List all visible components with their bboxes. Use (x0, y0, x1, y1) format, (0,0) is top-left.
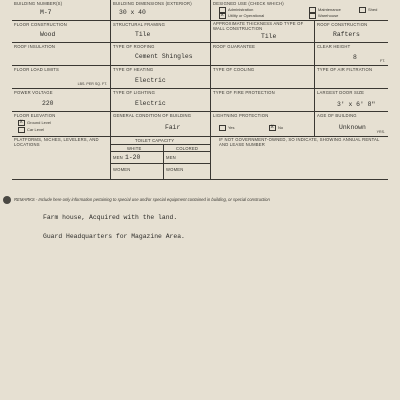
roof-construction-label: ROOF CONSTRUCTION (317, 22, 368, 27)
roof-insulation-label: ROOF INSULATION (14, 44, 56, 49)
building-dimensions-cell (110, 0, 210, 20)
general-condition-value: Fair (165, 124, 181, 131)
checkbox-icon (18, 127, 25, 133)
roof-construction-value: Rafters (333, 31, 360, 38)
lightning-no-option[interactable]: X No (269, 125, 283, 131)
structural-framing-label: STRUCTURAL FRAMING (113, 22, 166, 27)
structural-framing-cell (110, 21, 210, 42)
lightning-protection-cell (210, 112, 314, 136)
clear-height-label: CLEAR HEIGHT (317, 44, 351, 49)
fire-protection-label: TYPE OF FIRE PROTECTION (213, 90, 275, 95)
floor-construction-value: Wood (40, 31, 56, 38)
clear-height-cell (314, 43, 388, 65)
floor-construction-label: FLOOR CONSTRUCTION (14, 22, 67, 27)
general-condition-label: GENERAL CONDITION OF BUILDING (113, 113, 192, 118)
roof-construction-cell (314, 21, 388, 42)
type-of-heating-cell (110, 66, 210, 88)
building-dimensions-value: 30 x 40 (119, 9, 146, 16)
toilet-white-men-value: 1-20 (125, 154, 141, 161)
type-of-roofing-label: TYPE OF ROOFING (113, 44, 155, 49)
air-filtration-cell (314, 66, 388, 88)
designed-use-cell (210, 0, 388, 20)
type-of-roofing-cell (110, 43, 210, 65)
building-record-form (12, 0, 388, 180)
largest-door-size-cell (314, 89, 388, 111)
power-voltage-label: POWER VOLTAGE (14, 90, 53, 95)
ground-level-option[interactable]: XGround Level (18, 120, 51, 126)
platforms-cell (12, 137, 110, 179)
age-of-building-cell (314, 112, 388, 136)
largest-door-size-label: LARGEST DOOR SIZE (317, 90, 365, 95)
building-number-value: M-7 (40, 9, 52, 16)
use-maintenance-option[interactable]: Maintenance (309, 7, 341, 13)
form-row-7 (12, 137, 388, 180)
age-of-building-label: AGE OF BUILDING (317, 113, 357, 118)
form-row-6 (12, 112, 388, 137)
rental-note-cell (210, 137, 388, 179)
rental-note-label: IF NOT GOVERNMENT-OWNED, SO INDICATE, SHOWING ANNUAL RENTAL AND LEASE NUMBER (219, 137, 380, 147)
checkbox-icon (359, 7, 366, 13)
checked-checkbox-icon (18, 120, 25, 126)
remark-line-2: Guard Headquarters for Magazine Area. (43, 233, 185, 240)
use-administration-option[interactable]: Administration (219, 7, 253, 13)
platforms-label: PLATFORMS, NICHES, LEVELERS, AND LOCATIONS (14, 137, 99, 147)
floor-construction-cell (12, 21, 110, 42)
floor-load-limits-label: FLOOR LOAD LIMITS (14, 67, 60, 72)
floor-load-limits-unit: LBS. PER SQ. FT. (77, 82, 107, 86)
roof-guarantee-label: ROOF GUARANTEE (213, 44, 256, 49)
toilet-capacity-label: TOILET CAPACITY (135, 138, 175, 143)
toilet-white-women-cell: WOMEN (111, 163, 163, 179)
wall-construction-value: Tile (261, 33, 277, 40)
building-number-cell (12, 0, 110, 20)
toilet-capacity-cell (110, 137, 210, 179)
roof-guarantee-cell (210, 43, 314, 65)
roof-insulation-cell (12, 43, 110, 65)
type-of-heating-value: Electric (135, 77, 166, 84)
floor-load-limits-cell (12, 66, 110, 88)
type-of-lighting-label: TYPE OF LIGHTING (113, 90, 156, 95)
form-row-1 (12, 0, 388, 21)
remarks-label: REMARKS - Include here only information pertaining to special use and/or special equipment contained in building, or special construction (14, 197, 270, 202)
power-voltage-cell (12, 89, 110, 111)
use-shed-option[interactable]: Shed (359, 7, 377, 13)
fire-protection-cell (210, 89, 314, 111)
designed-use-label: DESIGNED USE (CHECK WHICH) (213, 1, 284, 6)
lightning-yes-option[interactable]: Yes (219, 125, 235, 131)
type-of-cooling-cell (210, 66, 314, 88)
age-of-building-unit: YRS. (376, 130, 385, 134)
type-of-cooling-label: TYPE OF COOLING (213, 67, 255, 72)
car-level-option[interactable]: Car Level (18, 127, 44, 133)
type-of-lighting-value: Electric (135, 100, 166, 107)
checked-checkbox-icon (269, 125, 276, 131)
floor-elevation-cell (12, 112, 110, 136)
toilet-white-men-cell: MEN 1-20 (111, 151, 163, 163)
largest-door-size-value: 3' x 6' 8" (337, 101, 376, 108)
clear-height-value: 8 (353, 54, 357, 61)
toilet-white-header: WHITE (111, 144, 163, 151)
age-of-building-value: Unknown (339, 124, 366, 131)
form-row-3 (12, 43, 388, 66)
power-voltage-value: 220 (42, 100, 54, 107)
toilet-colored-women-cell: WOMEN (163, 163, 211, 179)
checkbox-icon (309, 7, 316, 13)
wall-construction-cell (210, 21, 314, 42)
wall-construction-label: APPROXIMATE THICKNESS AND TYPE OF WALL CONSTRUCTION (213, 21, 304, 31)
floor-elevation-label: FLOOR ELEVATION (14, 113, 56, 118)
form-row-4 (12, 66, 388, 89)
checkbox-icon (309, 13, 316, 19)
toilet-colored-men-cell: MEN (163, 151, 211, 163)
building-number-label: BUILDING NUMBER(S) (14, 1, 63, 6)
clear-height-unit: FT. (380, 59, 385, 63)
checked-checkbox-icon (219, 13, 226, 19)
lightning-protection-label: LIGHTNING PROTECTION (213, 113, 269, 118)
use-warehouse-option[interactable]: Warehouse (309, 13, 338, 19)
binder-hole-icon (3, 196, 11, 204)
general-condition-cell (110, 112, 210, 136)
type-of-heating-label: TYPE OF HEATING (113, 67, 154, 72)
structural-framing-value: Tile (135, 31, 151, 38)
building-dimensions-label: BUILDING DIMENSIONS (EXTERIOR) (113, 1, 192, 6)
form-row-2 (12, 21, 388, 43)
type-of-roofing-value: Cement Shingles (135, 53, 193, 60)
use-utility-option[interactable]: XUtility or Operational (219, 13, 264, 19)
checkbox-icon (219, 125, 226, 131)
type-of-lighting-cell (110, 89, 210, 111)
toilet-colored-header: COLORED (163, 144, 211, 151)
air-filtration-label: TYPE OF AIR FILTRATION (317, 67, 373, 72)
remark-line-1: Farm house, Acquired with the land. (43, 214, 178, 221)
form-row-5 (12, 89, 388, 112)
